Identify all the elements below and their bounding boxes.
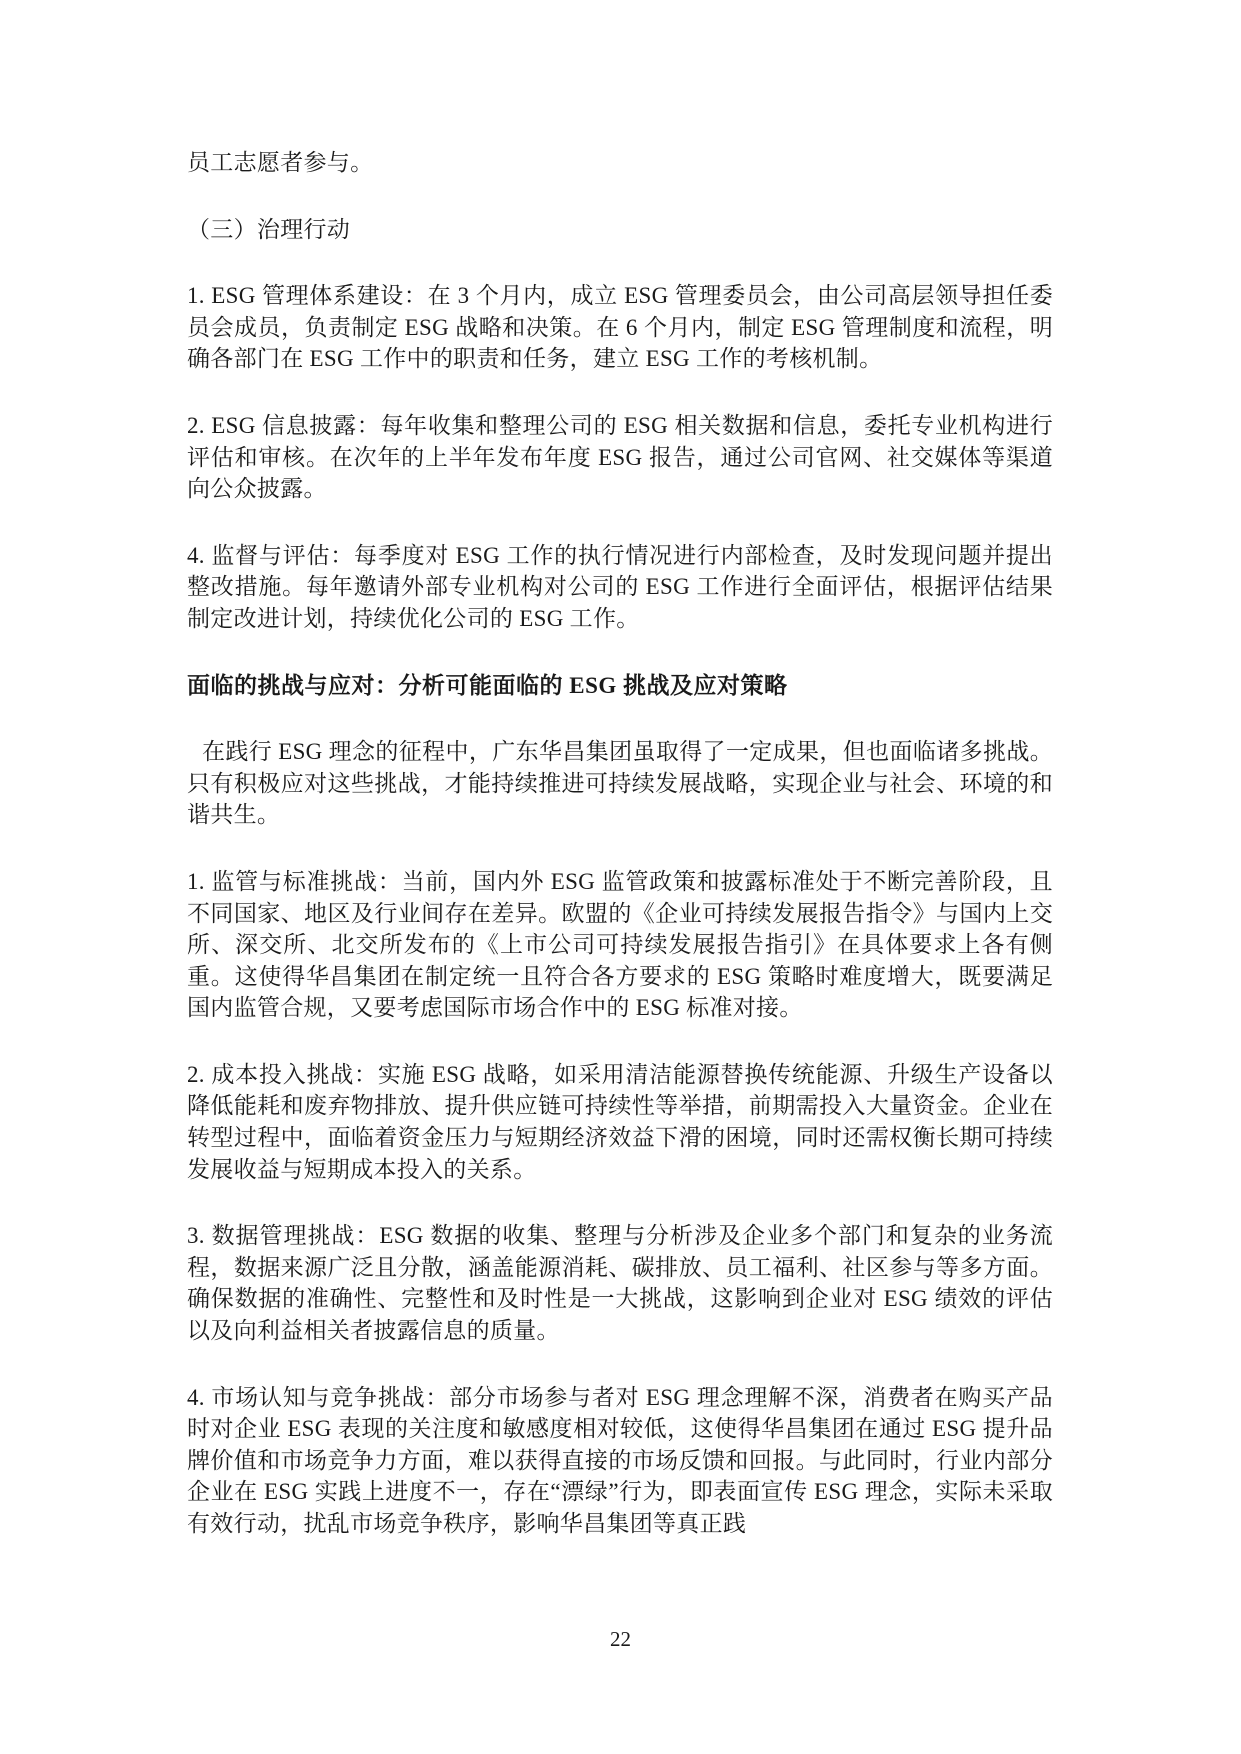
section-heading: 面临的挑战与应对：分析可能面临的 ESG 挑战及应对策略 [187,672,788,698]
paragraph: 2. 成本投入挑战：实施 ESG 战略，如采用清洁能源替换传统能源、升级生产设备以降低能耗和废弃物排放、提升供应链可持续性等举措，前期需投入大量资金。企业在转型过程中，面临着资金压力与短期经济效益下滑的困境，同时还需权衡长期可持续发展收益与短期成本投入的关系。 [187,1061,1053,1182]
paragraph: 1. ESG 管理体系建设：在 3 个月内，成立 ESG 管理委员会，由公司高层领导担任委员会成员，负责制定 ESG 战略和决策。在 6 个月内，制定 ESG 管理制度和流程，明确各部门在 ESG 工作中的职责和任务，建立 ESG 工作的考核机制。 [187,283,1053,372]
paragraph: 3. 数据管理挑战：ESG 数据的收集、整理与分析涉及企业多个部门和复杂的业务流程，数据来源广泛且分散，涵盖能源消耗、碳排放、员工福利、社区参与等多方面。确保数据的准确性、完整性和及时性是一大挑战，这影响到企业对 ESG 绩效的评估以及向利益相关者披露信息的质量。 [187,1223,1053,1344]
paragraph: 4. 市场认知与竞争挑战：部分市场参与者对 ESG 理念理解不深，消费者在购买产品时对企业 ESG 表现的关注度和敏感度相对较低，这使得华昌集团在通过 ESG 提升品牌价值和市场竞争力方面，难以获得直接的市场反馈和回报。与此同时，行业内部分企业在 ESG 实践上进度不一，存在“漂绿”行为，即表面宣传 ESG 理念，实际未采取有效行动，扰乱市场竞争秩序，影响华昌集团等真正践 [187,1384,1053,1536]
paragraph: 2. ESG 信息披露：每年收集和整理公司的 ESG 相关数据和信息，委托专业机构进行评估和审核。在次年的上半年发布年度 ESG 报告，通过公司官网、社交媒体等渠道向公众披露。 [187,412,1053,502]
paragraph: 4. 监督与评估：每季度对 ESG 工作的执行情况进行内部检查，及时发现问题并提出整改措施。每年邀请外部专业机构对公司的 ESG 工作进行全面评估，根据评估结果制定改进计划，持续优化公司的 ESG 工作。 [187,542,1053,631]
paragraph: 1. 监管与标准挑战：当前，国内外 ESG 监管政策和披露标准处于不断完善阶段，且不同国家、地区及行业间存在差异。欧盟的《企业可持续发展报告指令》与国内上交所、深交所、北交所发布的《上市公司可持续发展报告指引》在具体要求上各有侧重。这使得华昌集团在制定统一且符合各方要求的 ESG 策略时难度增大，既要满足国内监管合规，又要考虑国际市场合作中的 ESG 标准对接。 [187,868,1053,1021]
page-content [187,147,1053,1575]
page-number: 22 [610,1627,631,1651]
paragraph: 在践行 ESG 理念的征程中，广东华昌集团虽取得了一定成果，但也面临诸多挑战。只有积极应对这些挑战，才能持续推进可持续发展战略，实现企业与社会、环境的和谐共生。 [187,739,1053,828]
paragraph: （三）治理行动 [187,216,351,242]
paragraph: 员工志愿者参与。 [187,150,374,175]
